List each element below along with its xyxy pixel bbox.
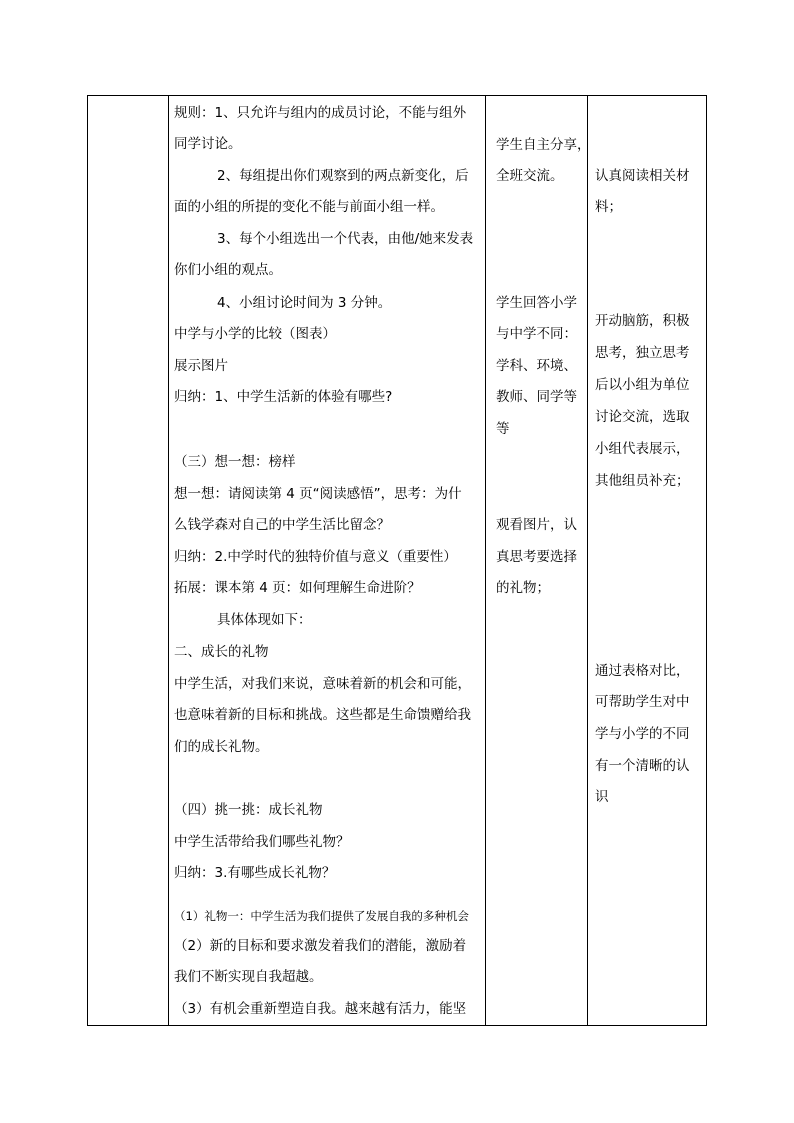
text-line: 可帮助学生对中 [595, 694, 690, 710]
teaching-content-column [174, 96, 484, 1025]
design-intent-column [595, 96, 705, 1025]
text-line: 全班交流。 [496, 168, 564, 184]
text-line: 认真阅读相关材 [595, 168, 690, 184]
text-line: 拓展：课本第 4 页：如何理解生命进阶？ [174, 580, 421, 596]
text-line: 中学与小学的比较（图表） [174, 326, 336, 342]
text-line: 学科、环境、 [496, 358, 577, 374]
text-line: 思考，独立思考 [595, 345, 690, 361]
text-line: 真思考要选择 [496, 549, 577, 565]
text-line: 料； [595, 199, 622, 215]
text-line: 我们不断实现自我超越。 [174, 969, 323, 985]
text-line: 2、每组提出你们观察到的两点新变化，后 [217, 168, 469, 184]
text-line: （1）礼物一：中学生活为我们提供了发展自我的多种机会 [174, 909, 469, 923]
text-line: 归纳：1、中学生活新的体验有哪些? [174, 389, 393, 405]
text-line: 你们小组的观点。 [174, 262, 282, 278]
student-activity-column [496, 96, 591, 1025]
text-line: 归纳：2.中学时代的独特价值与意义（重要性） [174, 549, 457, 565]
text-line: 通过表格对比， [595, 663, 690, 679]
lesson-plan-table [87, 95, 707, 1026]
text-line: 后以小组为单位 [595, 377, 690, 393]
text-line: 的礼物； [496, 580, 550, 596]
text-line: 同学讨论。 [174, 136, 242, 152]
section-heading: （三）想一想：榜样 [174, 454, 296, 470]
text-line: 中学生活带给我们哪些礼物？ [174, 834, 350, 850]
text-line: 观看图片，认 [496, 517, 577, 533]
text-line: 展示图片 [174, 358, 228, 374]
text-line: 想一想：请阅读第 4 页“阅读感悟”，思考：为什 [174, 486, 462, 502]
column-divider [485, 96, 486, 1025]
column-divider [168, 96, 169, 1025]
text-line: 3、每个小组选出一个代表，由他/她来发表 [217, 231, 474, 247]
text-line: 讨论交流，选取 [595, 409, 690, 425]
text-line: 其他组员补充； [595, 473, 690, 489]
text-line: 面的小组的所提的变化不能与前面小组一样。 [174, 199, 444, 215]
text-line: 小组代表展示， [595, 441, 690, 457]
section-heading: 二、成长的礼物 [174, 644, 269, 660]
text-line: 具体体现如下： [217, 612, 312, 628]
text-line: 学生自主分享， [496, 137, 591, 153]
text-line: 4、小组讨论时间为 3 分钟。 [217, 295, 392, 311]
text-line: 归纳：3.有哪些成长礼物？ [174, 865, 336, 881]
text-line: 等 [496, 421, 510, 437]
text-line: 中学生活，对我们来说，意味着新的机会和可能， [174, 676, 471, 692]
text-line: 规则：1、只允许与组内的成员讨论，不能与组外 [174, 105, 467, 121]
text-line: 开动脑筋，积极 [595, 313, 690, 329]
blank-column [88, 96, 168, 1025]
section-heading: （四）挑一挑：成长礼物 [174, 802, 323, 818]
text-line: 识 [595, 789, 609, 805]
text-line: 学生回答小学 [496, 295, 577, 311]
text-line: 与中学不同： [496, 326, 577, 342]
text-line: （3）有机会重新塑造自我。越来越有活力，能坚 [174, 1001, 467, 1017]
text-line: 教师、同学等 [496, 389, 577, 405]
text-line: 们的成长礼物。 [174, 739, 269, 755]
text-line: （2）新的目标和要求激发着我们的潜能，激励着 [174, 938, 467, 954]
text-line: 也意味着新的目标和挑战。这些都是生命馈赠给我 [174, 707, 471, 723]
text-line: 学与小学的不同 [595, 726, 690, 742]
text-line: 么钱学森对自己的中学生活比留念？ [174, 517, 390, 533]
text-line: 有一个清晰的认 [595, 758, 690, 774]
column-divider [587, 96, 588, 1025]
